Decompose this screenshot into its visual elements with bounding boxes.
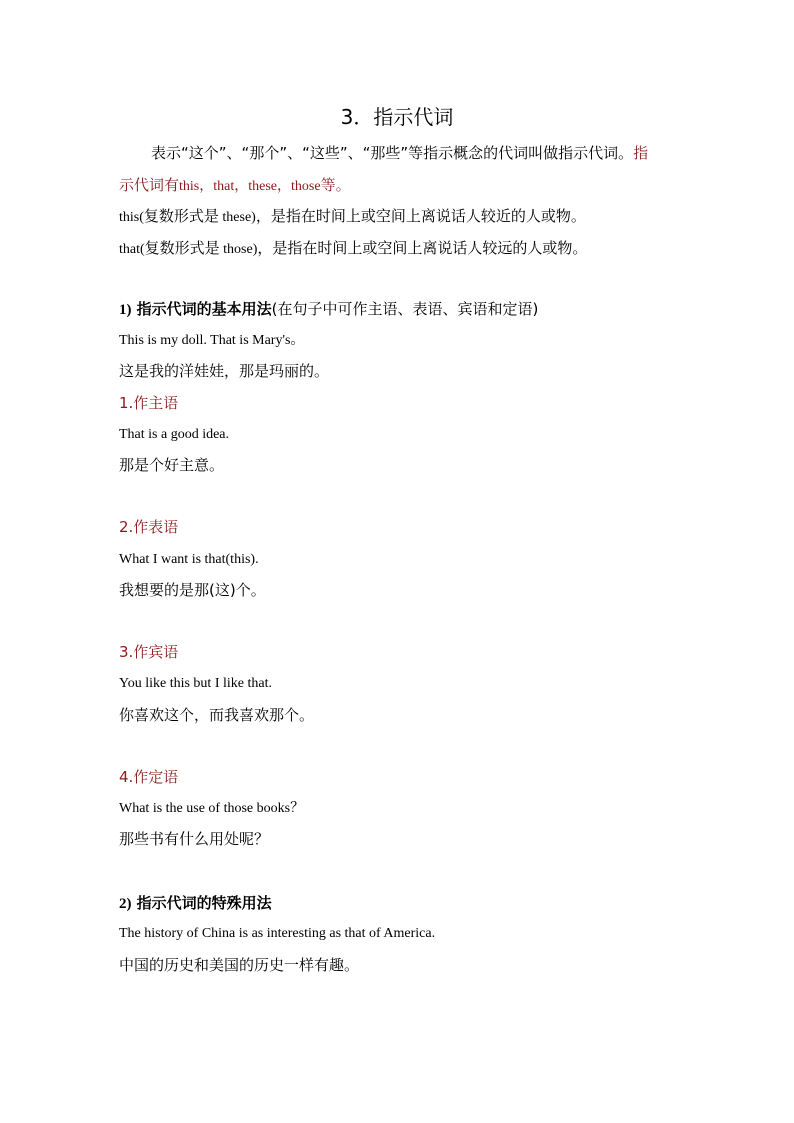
this-rest: ，是指在时间上或空间上离说话人较近的人或物。: [255, 207, 586, 225]
section-2-example-en: The history of China is as interesting as that of America.: [119, 926, 436, 941]
section-2-number: 2): [119, 896, 132, 912]
intro-line-2-words: this，that，these，those: [179, 179, 321, 194]
item-4-label: 4.作定语: [119, 768, 179, 786]
section-2-heading: [119, 895, 272, 912]
intro-line-2-prefix: 示代词有: [119, 176, 180, 194]
item-3-en: You like this but I like that.: [119, 676, 272, 691]
section-1-number: 1): [119, 302, 132, 318]
item-2-en: What I want is that(this).: [119, 552, 259, 567]
intro-line-2: [119, 177, 351, 194]
that-plural: those): [219, 242, 258, 257]
item-1-en: That is a good idea.: [119, 427, 230, 442]
this-plural: these): [218, 210, 256, 225]
that-prefix: that(: [119, 242, 145, 257]
item-1-zh: 那是个好主意。: [119, 456, 225, 474]
item-3-zh: 你喜欢这个，而我喜欢那个。: [119, 706, 315, 724]
this-prefix: this(: [119, 210, 144, 225]
this-definition: [119, 208, 586, 225]
section-1-example-zh: 这是我的洋娃娃，那是玛丽的。: [119, 362, 330, 380]
section-1-title: 指示代词的基本用法: [136, 300, 272, 318]
that-definition: [119, 240, 587, 257]
item-4-zh: 那些书有什么用处呢？: [119, 830, 270, 848]
that-rest: ，是指在时间上或空间上离说话人较远的人或物。: [257, 239, 588, 257]
that-zh: 复数形式是: [144, 239, 220, 257]
this-zh: 复数形式是: [143, 207, 219, 225]
item-4-en: What is the use of those books？: [119, 801, 305, 816]
intro-line-1-red: 指: [633, 144, 649, 162]
intro-line-1-text: 表示“这个”、“那个”、“这些”、“那些”等指示概念的代词叫做指示代词。: [151, 144, 634, 162]
item-1-label: 1.作主语: [119, 394, 179, 412]
intro-line-2-suffix: 等。: [320, 176, 351, 194]
page-title: 3．指示代词: [340, 105, 454, 129]
item-2-zh: 我想要的是那(这)个。: [119, 581, 266, 599]
section-1-note: (在句子中可作主语、表语、宾语和定语): [271, 300, 539, 318]
section-1-heading: [119, 301, 538, 318]
section-2-example-zh: 中国的历史和美国的历史一样有趣。: [119, 956, 360, 974]
section-1-example-en: This is my doll. That is Mary's。: [119, 333, 305, 348]
item-3-label: 3.作宾语: [119, 643, 179, 661]
item-2-label: 2.作表语: [119, 518, 179, 536]
section-2-title: 指示代词的特殊用法: [136, 894, 272, 912]
intro-line-1: [151, 146, 648, 161]
